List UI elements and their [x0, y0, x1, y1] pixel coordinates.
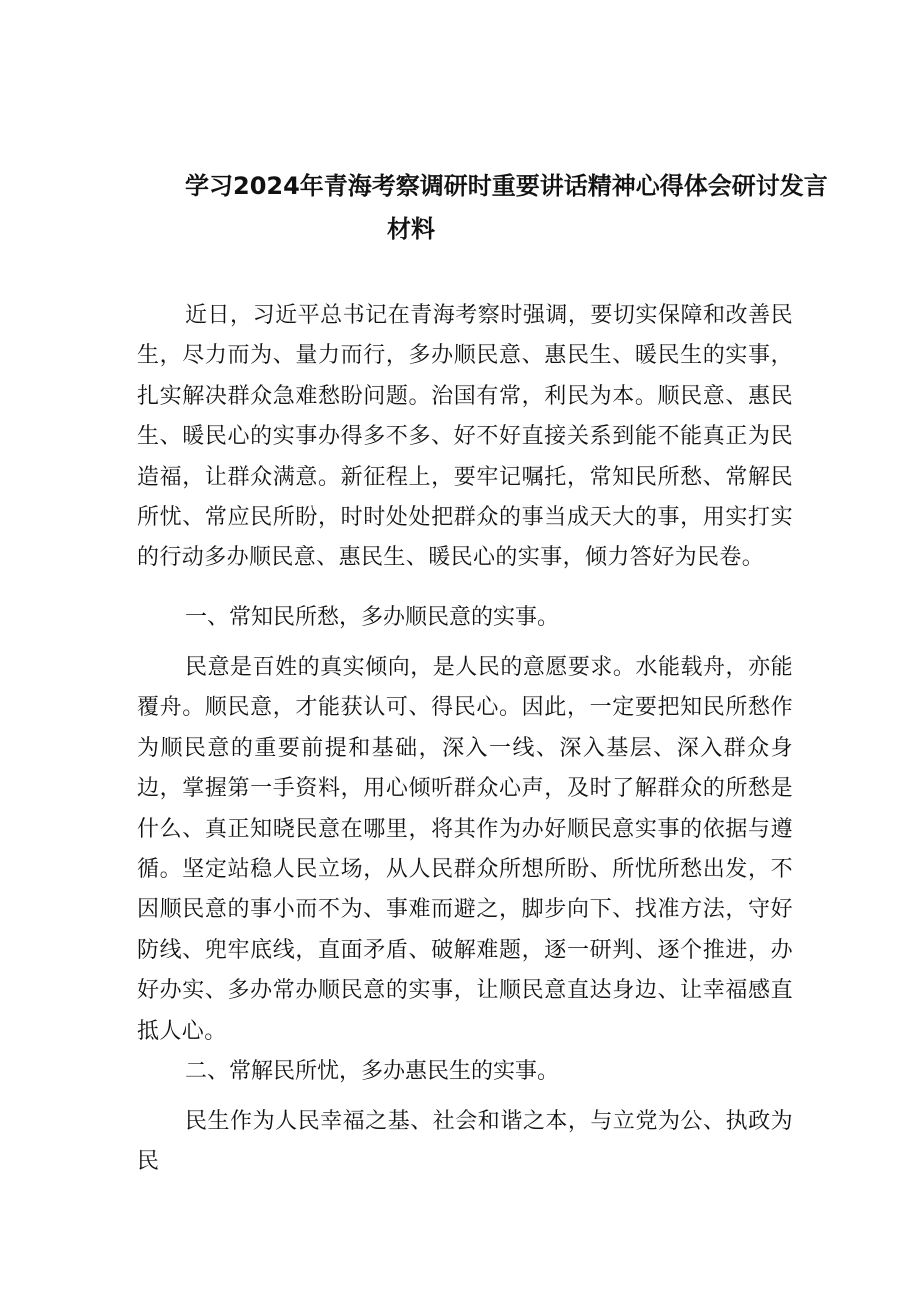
section-heading-2: 二、常解民所忧，多办惠民生的实事。 — [185, 1059, 560, 1084]
document-title-line-1: 学习2024年青海考察调研时重要讲话精神心得体会研讨发言 — [185, 172, 828, 200]
section-1-paragraph: 民意是百姓的真实倾向，是人民的意愿要求。水能载舟，亦能覆舟。顺民意，才能获认可、得民心。因此，一定要把知民所愁作为顺民意的重要前提和基础，深入一线、深入基层、深入群众身边，掌握第一手资料，用心倾听群众心声，及时了解群众的所愁是什么、真正知晓民意在哪里，将其作为办好顺民意实事的依据与遵循。坚定站稳人民立场，从人民群众所想所盼、所忧所愁出发，不因顺民意的事小而不为、事难而避之，脚步向下、找准方法，守好防线、兜牢底线，直面矛盾、破解难题，逐一研判、逐个推进，办好办实、多办常办顺民意的实事，让顺民意直达身边、让幸福感直抵人心。 — [137, 655, 793, 1044]
document-title-line-2: 材料 — [387, 215, 435, 243]
section-heading-1: 一、常知民所愁，多办顺民意的实事。 — [185, 605, 560, 630]
section-2-paragraph: 民生作为人民幸福之基、社会和谐之本，与立党为公、执政为民 — [137, 1109, 793, 1175]
intro-paragraph: 近日，习近平总书记在青海考察时强调，要切实保障和改善民生，尽力而为、量力而行，多办顺民意、惠民生、暖民生的实事，扎实解决群众急难愁盼问题。治国有常，利民为本。顺民意、惠民生、暖民心的实事办得多不多、好不好直接关系到能不能真正为民造福，让群众满意。新征程上，要牢记嘱托，常知民所愁、常解民所忧、常应民所盼，时时处处把群众的事当成天大的事，用实打实的行动多办顺民意、惠民生、暖民心的实事，倾力答好为民卷。 — [137, 303, 793, 571]
